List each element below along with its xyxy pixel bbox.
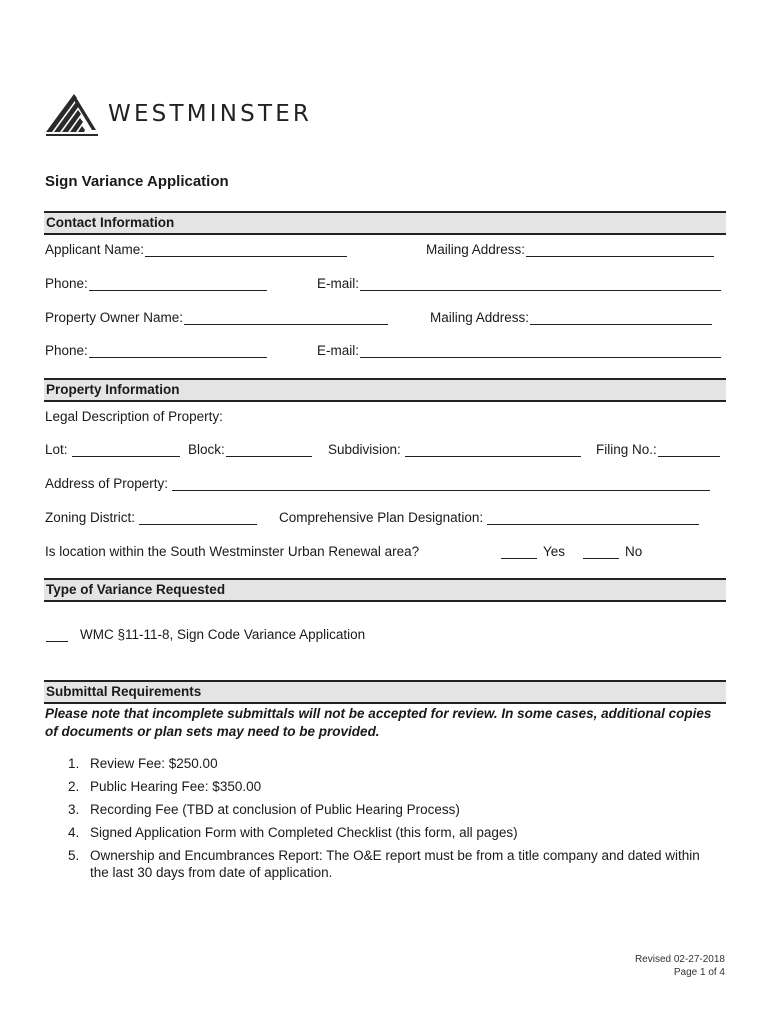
owner-row — [45, 310, 726, 332]
contact-section-header — [44, 211, 726, 235]
subdivision-label: Subdivision: — [328, 442, 401, 457]
owner-phone-label: Phone: — [45, 343, 88, 358]
mailing-address-field[interactable] — [426, 242, 714, 257]
list-item — [68, 755, 718, 772]
property-address-field[interactable] — [45, 476, 710, 491]
filing-no-field[interactable] — [596, 442, 720, 457]
block-field[interactable] — [188, 442, 312, 457]
list-item-text: Review Fee: $250.00 — [90, 756, 218, 771]
variance-checkbox-blank[interactable] — [46, 627, 68, 642]
list-item-text: Public Hearing Fee: $350.00 — [90, 779, 262, 794]
urban-renewal-no[interactable] — [582, 544, 642, 559]
zoning-input[interactable] — [139, 510, 257, 525]
zoning-field[interactable] — [45, 510, 257, 525]
list-item-text: Ownership and Encumbrances Report: The O&E report must be from a title company and dated within the last 30 days from date of application. — [90, 848, 700, 880]
filing-no-label: Filing No.: — [596, 442, 657, 457]
owner-phone-input[interactable] — [89, 343, 267, 358]
contact-section-title: Contact Information — [46, 215, 175, 230]
applicant-name-input[interactable] — [145, 242, 347, 257]
list-item — [68, 847, 718, 881]
email-label: E-mail: — [317, 276, 360, 291]
legal-description-label: Legal Description of Property: — [45, 409, 223, 424]
urban-renewal-question — [45, 544, 419, 559]
owner-email-label: E-mail: — [317, 343, 360, 358]
owner-mailing-address-input[interactable] — [530, 310, 712, 325]
submittal-note: Please note that incomplete submittals will not be accepted for review. In some cases, additional copies of documents or plan sets may need to be provided. — [45, 706, 712, 739]
mailing-address-input[interactable] — [526, 242, 714, 257]
variance-section-header — [44, 578, 726, 602]
urban-renewal-row — [45, 544, 726, 566]
mailing-address-label: Mailing Address: — [426, 242, 526, 257]
list-item-number: 3. — [68, 802, 80, 817]
owner-phone-email-row — [45, 343, 726, 365]
list-item-number: 1. — [68, 756, 80, 771]
owner-mailing-address-label: Mailing Address: — [430, 310, 530, 325]
list-item — [68, 824, 718, 841]
phone-input[interactable] — [89, 276, 267, 291]
list-item-number: 2. — [68, 779, 80, 794]
list-item — [68, 778, 718, 795]
submittal-section-title: Submittal Requirements — [46, 684, 202, 699]
no-blank[interactable] — [583, 544, 619, 559]
lot-input[interactable] — [72, 442, 180, 457]
list-item-number: 4. — [68, 825, 80, 840]
logo-text: WESTMINSTER — [108, 101, 313, 127]
sign-code-variance-option[interactable] — [45, 627, 365, 642]
property-section-title: Property Information — [46, 382, 180, 397]
westminster-logo-icon — [44, 92, 100, 136]
list-item-text: Signed Application Form with Completed Checklist (this form, all pages) — [90, 825, 518, 840]
variance-section-title: Type of Variance Requested — [46, 582, 226, 597]
zoning-label: Zoning District: — [45, 510, 136, 525]
comp-plan-label: Comprehensive Plan Designation: — [279, 510, 484, 525]
owner-email-input[interactable] — [360, 343, 721, 358]
applicant-name-field[interactable] — [45, 242, 347, 257]
property-address-input[interactable] — [172, 476, 710, 491]
phone-label: Phone: — [45, 276, 88, 291]
submittal-section-header — [44, 680, 726, 704]
phone-email-row — [45, 276, 726, 298]
subdivision-input[interactable] — [405, 442, 581, 457]
lot-block-row — [45, 442, 726, 464]
no-label: No — [625, 544, 643, 559]
email-input[interactable] — [360, 276, 721, 291]
comp-plan-input[interactable] — [487, 510, 699, 525]
variance-option-row — [45, 627, 726, 649]
property-address-label: Address of Property: — [45, 476, 169, 491]
subdivision-field[interactable] — [328, 442, 581, 457]
westminster-logo — [44, 92, 334, 136]
page-number: Page 1 of 4 — [673, 967, 725, 978]
phone-field[interactable] — [45, 276, 267, 291]
urban-renewal-label: Is location within the South Westminster Urban Renewal area? — [45, 544, 420, 559]
revised-date: Revised 02-27-2018 — [634, 954, 725, 965]
comp-plan-field[interactable] — [279, 510, 699, 525]
list-item-text: Recording Fee (TBD at conclusion of Public Hearing Process) — [90, 802, 460, 817]
applicant-row — [45, 242, 726, 264]
yes-label: Yes — [543, 544, 566, 559]
owner-email-field[interactable] — [317, 343, 721, 358]
zoning-row — [45, 510, 726, 532]
owner-name-field[interactable] — [45, 310, 388, 325]
submittal-list — [68, 755, 718, 887]
owner-name-label: Property Owner Name: — [45, 310, 184, 325]
owner-phone-field[interactable] — [45, 343, 267, 358]
yes-blank[interactable] — [501, 544, 537, 559]
list-item-number: 5. — [68, 848, 80, 863]
lot-label: Lot: — [45, 442, 68, 457]
address-row — [45, 476, 726, 498]
page-footer — [635, 953, 725, 979]
applicant-name-label: Applicant Name: — [45, 242, 145, 257]
property-section-header — [44, 378, 726, 402]
list-item — [68, 801, 718, 818]
variance-option-label: WMC §11-11-8, Sign Code Variance Application — [80, 627, 366, 642]
owner-mailing-address-field[interactable] — [430, 310, 712, 325]
block-label: Block: — [188, 442, 225, 457]
owner-name-input[interactable] — [184, 310, 388, 325]
email-field[interactable] — [317, 276, 721, 291]
filing-no-input[interactable] — [658, 442, 720, 457]
block-input[interactable] — [226, 442, 312, 457]
lot-field[interactable] — [45, 442, 180, 457]
page-title: Sign Variance Application — [45, 173, 229, 190]
urban-renewal-yes[interactable] — [500, 544, 565, 559]
